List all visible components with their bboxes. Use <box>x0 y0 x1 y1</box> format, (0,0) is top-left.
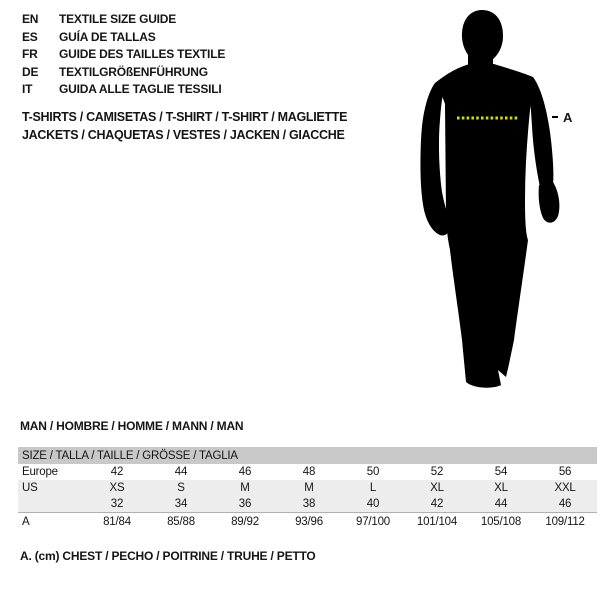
size-cell: 40 <box>341 496 405 513</box>
category-tshirts: T-SHIRTS / CAMISETAS / T-SHIRT / T-SHIRT / MAGLIETTE <box>22 110 348 124</box>
right-hand-shape <box>539 182 560 223</box>
size-cell: M <box>277 480 341 496</box>
size-cell: 109/112 <box>533 513 597 531</box>
size-cell: 42 <box>110 466 124 478</box>
size-cell: 93/96 <box>277 513 341 531</box>
size-cell: 97/100 <box>341 513 405 531</box>
size-cell: XXL <box>533 480 597 496</box>
language-label: GUIDE DES TAILLES TEXTILE <box>59 47 226 61</box>
size-cell: 44 <box>469 496 533 513</box>
table-row-us <box>18 480 597 496</box>
table-row-numeric <box>18 496 597 513</box>
language-code: EN <box>22 12 39 26</box>
size-cell: 48 <box>302 466 316 478</box>
size-cell: 56 <box>558 466 572 478</box>
table-row-chest-cm <box>18 513 597 531</box>
measure-a-pointer <box>541 109 572 125</box>
right-arm-shape <box>530 77 553 187</box>
size-table-header-label: SIZE / TALLA / TAILLE / GRÖSSE / TAGLIA <box>18 447 597 464</box>
size-table-grid <box>18 447 597 530</box>
size-table-header-row <box>18 447 597 464</box>
language-row <box>22 29 225 47</box>
language-code: FR <box>22 47 38 61</box>
size-cell: 85/88 <box>149 513 213 531</box>
size-cell: M <box>213 480 277 496</box>
row-label <box>18 496 85 513</box>
size-cell: XL <box>469 480 533 496</box>
measure-dash-line <box>541 116 558 118</box>
language-row <box>22 46 225 64</box>
language-row <box>22 11 225 29</box>
size-cell: 105/108 <box>469 513 533 531</box>
row-label: US <box>18 480 85 496</box>
size-cell: 52 <box>430 466 444 478</box>
size-table <box>18 447 597 530</box>
section-title-man: MAN / HOMBRE / HOMME / MANN / MAN <box>20 419 244 433</box>
language-code: DE <box>22 64 39 79</box>
language-code: ES <box>22 29 38 44</box>
language-label: TEXTILE SIZE GUIDE <box>59 12 177 26</box>
size-cell: 54 <box>494 466 508 478</box>
size-cell: L <box>341 480 405 496</box>
size-cell: 38 <box>277 496 341 513</box>
garment-categories <box>22 108 347 144</box>
language-row <box>22 81 225 99</box>
man-silhouette-figure <box>418 8 568 390</box>
language-label: GUÍA DE TALLAS <box>59 29 156 44</box>
size-cell: 36 <box>213 496 277 513</box>
size-cell: XS <box>85 480 149 496</box>
language-list <box>22 11 225 99</box>
measurement-footnote: A. (cm) CHEST / PECHO / POITRINE / TRUHE / PETTO <box>20 549 316 563</box>
size-cell: 81/84 <box>85 513 149 531</box>
language-row <box>22 64 225 82</box>
size-cell: 50 <box>366 466 380 478</box>
category-jackets: JACKETS / CHAQUETAS / VESTES / JACKEN / GIACCHE <box>22 128 345 142</box>
size-cell: 46 <box>238 466 252 478</box>
size-cell: XL <box>405 480 469 496</box>
language-code: IT <box>22 82 33 96</box>
size-cell: 101/104 <box>405 513 469 531</box>
size-cell: 89/92 <box>213 513 277 531</box>
size-cell: 42 <box>405 496 469 513</box>
row-label: A <box>18 513 85 531</box>
size-cell: S <box>149 480 213 496</box>
man-silhouette <box>418 8 568 390</box>
size-cell: 32 <box>85 496 149 513</box>
language-label: TEXTILGRÖßENFÜHRUNG <box>59 64 208 79</box>
table-row-europe <box>18 464 597 480</box>
language-label: GUIDA ALLE TAGLIE TESSILI <box>59 82 222 96</box>
row-label: Europe <box>22 466 58 478</box>
size-cell: 34 <box>149 496 213 513</box>
size-cell: 46 <box>533 496 597 513</box>
measure-a-label: A <box>563 109 573 125</box>
size-cell: 44 <box>174 466 188 478</box>
